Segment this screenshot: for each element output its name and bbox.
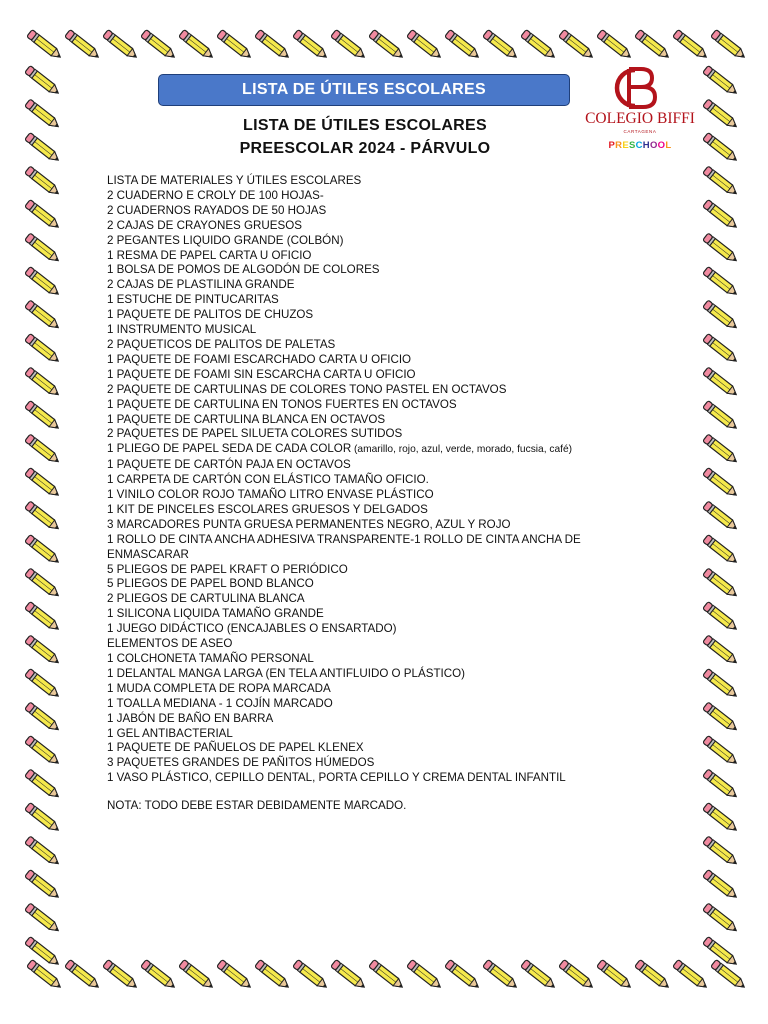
pencil-icon <box>25 367 61 398</box>
list-item: 1 DELANTAL MANGA LARGA (EN TELA ANTIFLUIDO O PLÁSTICO) <box>107 666 466 680</box>
pencil-icon <box>703 568 739 599</box>
pencil-icon <box>703 334 739 365</box>
logo-city: CARTAGENA <box>623 129 657 134</box>
pencil-icon <box>703 836 739 867</box>
pencil-icon <box>703 133 739 164</box>
list-item: 1 COLCHONETA TAMAÑO PERSONAL <box>107 652 314 665</box>
pencil-icon <box>597 960 633 991</box>
preschool-letter: H <box>642 140 650 151</box>
pencil-icon <box>703 903 739 934</box>
list-item: 1 PAQUETE DE CARTÓN PAJA EN OCTAVOS <box>107 458 351 472</box>
pencil-icon <box>703 535 739 566</box>
pencil-icon <box>407 960 443 991</box>
page-title: LISTA DE ÚTILES ESCOLARES <box>243 117 487 134</box>
pencil-icon <box>103 30 139 61</box>
pencil-icon <box>25 803 61 834</box>
list-item: 1 TOALLA MEDIANA - 1 COJÍN MARCADO <box>107 696 333 710</box>
pencil-icon <box>179 30 215 61</box>
pencil-icon <box>25 99 61 130</box>
pencil-icon <box>559 960 595 991</box>
pencil-icon <box>65 30 101 61</box>
pencil-icon <box>445 960 481 991</box>
list-item: 1 PLIEGO DE PAPEL SEDA DE CADA COLOR (amarillo, rojo, azul, verde, morado, fucsia, café) <box>107 442 573 456</box>
preschool-letter: P <box>608 140 616 151</box>
pencil-icon <box>483 30 519 61</box>
list-item: 1 VASO PLÁSTICO, CEPILLO DENTAL, PORTA CEPILLO Y CREMA DENTAL INFANTIL <box>107 771 566 785</box>
pencil-icon <box>483 960 519 991</box>
preschool-letter: E <box>622 140 629 151</box>
pencil-icon <box>703 635 739 666</box>
list-item: 1 GEL ANTIBACTERIAL <box>107 726 233 740</box>
pencil-icon <box>703 367 739 398</box>
preschool-letter: C <box>635 140 643 151</box>
pencil-icon <box>703 166 739 197</box>
list-item: 1 BOLSA DE POMOS DE ALGODÓN DE COLORES <box>107 263 380 277</box>
list-item: 5 PLIEGOS DE PAPEL BOND BLANCO <box>107 577 314 591</box>
pencil-icon <box>25 903 61 934</box>
pencil-icon <box>703 602 739 633</box>
pencil-icon <box>703 803 739 834</box>
school-logo <box>585 66 695 158</box>
pencil-icon <box>25 702 61 733</box>
preschool-letter: R <box>615 140 623 151</box>
list-item: 1 PAQUETE DE CARTULINA BLANCA EN OCTAVOS <box>107 412 386 426</box>
pencil-icon <box>635 960 671 991</box>
pencil-icon <box>521 960 557 991</box>
pencil-icon <box>445 30 481 61</box>
pencil-icon <box>25 535 61 566</box>
pencil-icon <box>711 960 747 991</box>
pencil-icon <box>25 133 61 164</box>
pencil-icon <box>255 30 291 61</box>
pencil-icon <box>703 99 739 130</box>
pencil-icon <box>703 300 739 331</box>
list-item: 1 KIT DE PINCELES ESCOLARES GRUESOS Y DELGADOS <box>107 502 428 516</box>
list-item: 5 PLIEGOS DE PAPEL KRAFT O PERIÓDICO <box>107 562 348 576</box>
pencil-icon <box>703 501 739 532</box>
list-item: 2 CAJAS DE PLASTILINA GRANDE <box>107 278 295 292</box>
list-item: 1 PAQUETE DE CARTULINA EN TONOS FUERTES EN OCTAVOS <box>107 397 457 411</box>
list-item: 1 VINILO COLOR ROJO TAMAÑO LITRO ENVASE PLÁSTICO <box>107 488 434 502</box>
seda-colors-note: (amarillo, rojo, azul, verde, morado, fucsia, café) <box>351 444 573 456</box>
page-subtitle: PREESCOLAR 2024 - PÁRVULO <box>239 140 491 157</box>
list-item: 1 ROLLO DE CINTA ANCHA ADHESIVA TRANSPARENTE-1 ROLLO DE CINTA ANCHA DE ENMASCARAR <box>107 532 581 561</box>
list-item: 2 CUADERNO E CROLY DE 100 HOJAS- <box>107 188 324 202</box>
list-item: 1 PAQUETE DE FOAMI ESCARCHADO CARTA U OFICIO <box>107 352 412 366</box>
pencil-icon <box>635 30 671 61</box>
list-item: 1 SILICONA LIQUIDA TAMAÑO GRANDE <box>107 607 324 621</box>
list-item: 2 PAQUETE DE CARTULINAS DE COLORES TONO PASTEL EN OCTAVOS <box>107 382 507 396</box>
pencil-icon <box>703 200 739 231</box>
pencil-icon <box>703 233 739 264</box>
preschool-letter: L <box>665 140 672 151</box>
list-item: 1 PAQUETE DE PAÑUELOS DE PAPEL KLENEX <box>107 741 364 755</box>
pencil-icon <box>673 960 709 991</box>
pencil-icon <box>25 434 61 465</box>
pencil-icon <box>179 960 215 991</box>
pencil-icon <box>703 468 739 499</box>
list-item: 1 ESTUCHE DE PINTUCARITAS <box>107 293 279 307</box>
list-item: 2 PLIEGOS DE CARTULINA BLANCA <box>107 592 305 606</box>
list-item: 2 PAQUETICOS DE PALITOS DE PALETAS <box>107 337 336 351</box>
list-item: 2 PEGANTES LIQUIDO GRANDE (COLBÓN) <box>107 233 344 247</box>
preschool-letter: O <box>657 140 666 151</box>
pencil-icon <box>25 602 61 633</box>
pencil-icon <box>711 30 747 61</box>
list-item: ELEMENTOS DE ASEO <box>107 637 233 651</box>
list-item: LISTA DE MATERIALES Y ÚTILES ESCOLARES <box>107 174 362 187</box>
pencil-icon <box>25 635 61 666</box>
list-item: 1 PAQUETE DE FOAMI SIN ESCARCHA CARTA U OFICIO <box>107 367 416 381</box>
list-item: 3 PAQUETES GRANDES DE PAÑITOS HÚMEDOS <box>107 756 375 770</box>
pencil-icon <box>25 568 61 599</box>
pencil-icon <box>25 468 61 499</box>
list-item: 2 PAQUETES DE PAPEL SILUETA COLORES SUTIDOS <box>107 427 403 441</box>
pencil-icon <box>25 501 61 532</box>
list-item: 1 MUDA COMPLETA DE ROPA MARCADA <box>107 681 331 695</box>
pencil-icon <box>703 66 739 97</box>
pencil-icon <box>703 669 739 700</box>
pencil-icon <box>293 30 329 61</box>
pencil-icon <box>703 702 739 733</box>
pencil-icon <box>25 233 61 264</box>
pencil-icon <box>703 870 739 901</box>
pencil-icon <box>25 769 61 800</box>
list-item: 1 CARPETA DE CARTÓN CON ELÁSTICO TAMAÑO OFICIO. <box>107 473 429 487</box>
pencil-icon <box>25 870 61 901</box>
pencil-icon <box>331 30 367 61</box>
preschool-label <box>585 140 695 151</box>
pencil-icon <box>25 401 61 432</box>
pencil-icon <box>559 30 595 61</box>
pencil-icon <box>25 267 61 298</box>
pencil-icon <box>65 960 101 991</box>
pencil-icon <box>407 30 443 61</box>
pencil-icon <box>369 960 405 991</box>
pencil-icon <box>369 30 405 61</box>
list-item: 1 RESMA DE PAPEL CARTA U OFICIO <box>107 248 312 262</box>
preschool-letter: S <box>628 140 636 151</box>
list-item: 2 CAJAS DE CRAYONES GRUESOS <box>107 218 302 232</box>
list-item: 1 INSTRUMENTO MUSICAL <box>107 323 257 337</box>
pencil-icon <box>103 960 139 991</box>
list-item: 1 PAQUETE DE PALITOS DE CHUZOS <box>107 308 314 322</box>
pencil-icon <box>25 736 61 767</box>
list-item: 3 MARCADORES PUNTA GRUESA PERMANENTES NEGRO, AZUL Y ROJO <box>107 517 511 531</box>
pencil-icon <box>597 30 633 61</box>
pencil-icon <box>703 434 739 465</box>
pencil-icon <box>25 66 61 97</box>
pencil-icon <box>331 960 367 991</box>
pencil-icon <box>141 960 177 991</box>
logo-name: COLEGIO BIFFI <box>585 110 695 127</box>
materials-list <box>107 174 627 786</box>
pencil-icon <box>141 30 177 61</box>
pencil-icon <box>217 30 253 61</box>
list-item: 2 CUADERNOS RAYADOS DE 50 HOJAS <box>107 203 327 217</box>
pencil-icon <box>293 960 329 991</box>
pencil-icon <box>217 960 253 991</box>
pencil-icon <box>521 30 557 61</box>
pencil-icon <box>703 769 739 800</box>
pencil-icon <box>703 401 739 432</box>
pencil-icon <box>25 300 61 331</box>
header-banner <box>158 74 570 106</box>
pencil-icon <box>27 30 63 61</box>
preschool-letter: O <box>649 140 658 151</box>
pencil-icon <box>673 30 709 61</box>
pencil-icon <box>25 836 61 867</box>
list-item: 1 JABÓN DE BAÑO EN BARRA <box>107 711 274 725</box>
pencil-icon <box>25 334 61 365</box>
pencil-icon <box>255 960 291 991</box>
list-item: 1 JUEGO DIDÁCTICO (ENCAJABLES O ENSARTADO) <box>107 622 397 636</box>
note-text: NOTA: TODO DEBE ESTAR DEBIDAMENTE MARCADO. <box>107 799 407 812</box>
pencil-icon <box>25 166 61 197</box>
pencil-icon <box>703 736 739 767</box>
pencil-icon <box>703 267 739 298</box>
cb-monogram-icon <box>585 66 695 112</box>
pencil-icon <box>25 200 61 231</box>
pencil-icon <box>25 669 61 700</box>
banner-text: LISTA DE ÚTILES ESCOLARES <box>242 81 486 98</box>
